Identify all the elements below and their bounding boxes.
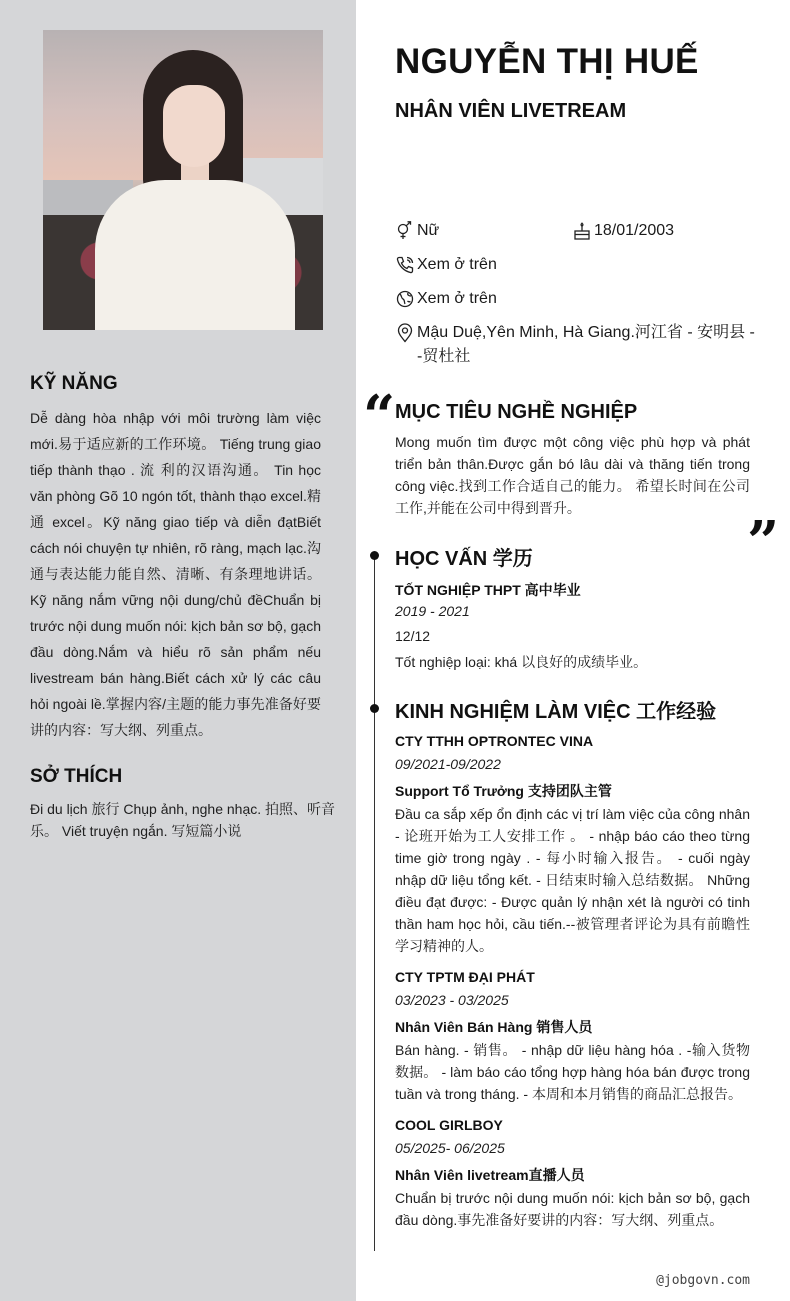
website-value: Xem ở trên xyxy=(417,290,497,307)
skills-title: KỸ NĂNG xyxy=(30,373,118,394)
hobbies-text: Đi du lịch 旅行 Chụp ảnh, nghe nhạc. 拍照、听音乐。 Viết truyện ngắn. 写短篇小说 xyxy=(30,801,336,839)
job-period: 03/2023 - 03/2025 xyxy=(395,992,509,1008)
timeline-dot xyxy=(370,704,379,713)
job-description: Đầu ca sắp xếp ổn định các vị trí làm việc của công nhân - 论班开始为工人安排工作 。 - nhập báo cáo theo từng time giờ trong ngày . - 每小时输入报告。 - cuối ngày nhập dữ liệu tổng kết. - 日结束时输入总结数据。 Những điều đạt được: - Được quản lý nhận xét là người có tinh thần ham học hỏi, cầu tiến.--被管理者评论为具有前瞻性学习精神的人。 xyxy=(395,806,750,954)
skills-text: Dễ dàng hòa nhập với môi trường làm việc mới.易于适应新的工作环境。 Tiếng trung giao tiếp thành thạo . 流 利的汉语沟通。 Tin học văn phòng Gõ 10 ngón tốt, thành thạo excel.精通 excel。Kỹ năng giao tiếp và diễn đạtBiết cách nói chuyện tự nhiên, rõ ràng, mạch lạc.沟通与表达能力能自然、清晰、有条理地讲话。 Kỹ năng nắm vững nội dung/chủ đềChuẩn bị trước nội dung muốn nói: kịch bản sơ bộ, gạch đầu dòng.Nắm và hiểu rõ sản phẩm nếu livestream bán hàng.Biết cách xử lý các câu hỏi ngoài lề.掌握内容/主题的能力事先准备好要讲的内容：写大纲、列重点。 xyxy=(30,410,321,738)
experience-title: KINH NGHIỆM LÀM VIỆC 工作经验 xyxy=(395,701,717,723)
footer-watermark: @jobgovn.com xyxy=(656,1273,750,1288)
education-title: HỌC VẤN 学历 xyxy=(395,548,533,570)
education-period: 2019 - 2021 xyxy=(395,603,470,619)
website-row xyxy=(395,287,497,311)
gender-value: Nữ xyxy=(417,222,440,239)
job-company: CTY TPTM ĐẠI PHÁT xyxy=(395,969,535,985)
gender-row xyxy=(395,219,439,243)
phone-row xyxy=(395,253,497,277)
education-result: Tốt nghiệp loại: khá 以良好的成绩毕业。 xyxy=(395,654,648,670)
job-description: Chuẩn bị trước nội dung muốn nói: kịch bản sơ bộ, gạch đầu dòng.事先准备好要讲的内容：写大纲、列重点。 xyxy=(395,1190,750,1228)
education-school: TỐT NGHIỆP THPT 高中毕业 xyxy=(395,582,581,598)
birthday-value: 18/01/2003 xyxy=(594,222,675,239)
person-name: NGUYỄN THỊ HUẾ xyxy=(395,42,699,81)
left-sidebar xyxy=(0,0,356,1301)
education-grade: 12/12 xyxy=(395,628,431,644)
phone-icon xyxy=(395,253,417,275)
timeline-line xyxy=(374,555,375,1251)
job-role: Nhân Viên livetream直播人员 xyxy=(395,1167,585,1183)
birthday-row xyxy=(572,219,674,243)
main-content xyxy=(356,0,790,1301)
close-quote-icon: ” xyxy=(747,509,780,575)
objective-title: MỤC TIÊU NGHỀ NGHIỆP xyxy=(395,401,638,423)
objective-text: Mong muốn tìm được một công việc phù hợp và phát triển bản thân.Được gắn bó lâu dài và thăng tiến trong công việc.找到工作合适自己的能力。 希望长时间在公司工作,并能在公司中得到晋升。 xyxy=(395,434,750,516)
address-row xyxy=(395,321,755,369)
address-value: Mậu Duệ,Yên Minh, Hà Giang.河江省 - 安明县 --贸杜社 xyxy=(417,324,755,365)
job-company: CTY TTHH OPTRONTEC VINA xyxy=(395,733,594,749)
hobbies-title: SỞ THÍCH xyxy=(30,766,123,787)
cake-icon xyxy=(572,219,594,241)
open-quote-icon: “ xyxy=(363,383,396,449)
job-description: Bán hàng. - 销售。 - nhập dữ liệu hàng hóa . -输入货物数据。 - làm báo cáo tổng hợp hàng hóa bán được trong tuần và trong tháng. - 本周和本月销售的商品汇总报告。 xyxy=(395,1042,750,1102)
person-position: NHÂN VIÊN LIVETREAM xyxy=(395,100,627,122)
profile-photo xyxy=(43,30,323,330)
map-pin-icon xyxy=(395,321,417,343)
job-role: Nhân Viên Bán Hàng 销售人员 xyxy=(395,1019,593,1035)
job-role: Support Tổ Trưởng 支持团队主管 xyxy=(395,783,612,799)
gender-icon xyxy=(395,219,417,241)
job-company: COOL GIRLBOY xyxy=(395,1117,503,1133)
phone-value: Xem ở trên xyxy=(417,256,497,273)
job-period: 09/2021-09/2022 xyxy=(395,756,501,772)
job-period: 05/2025- 06/2025 xyxy=(395,1140,505,1156)
globe-icon xyxy=(395,287,417,309)
timeline-dot xyxy=(370,551,379,560)
